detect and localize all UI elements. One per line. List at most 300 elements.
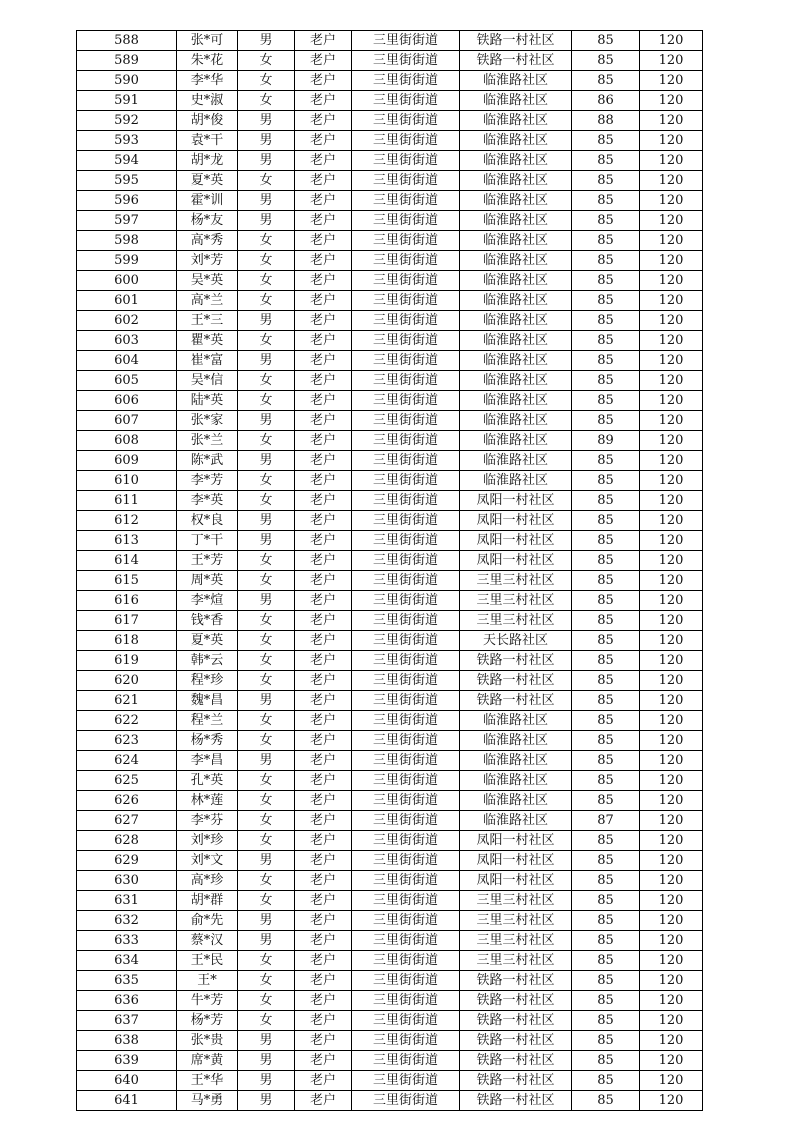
household-type-cell: 老户: [295, 631, 352, 651]
household-type-cell: 老户: [295, 371, 352, 391]
amount-cell: 120: [640, 991, 703, 1011]
gender-cell: 女: [238, 271, 295, 291]
amount-cell: 120: [640, 571, 703, 591]
street-cell: 三里街街道: [352, 851, 460, 871]
street-cell: 三里街街道: [352, 131, 460, 151]
serial-number-cell: 638: [77, 1031, 177, 1051]
household-type-cell: 老户: [295, 851, 352, 871]
street-cell: 三里街街道: [352, 1071, 460, 1091]
household-type-cell: 老户: [295, 391, 352, 411]
community-cell: 临淮路社区: [460, 171, 572, 191]
gender-cell: 男: [238, 311, 295, 331]
table-row: [77, 1011, 703, 1031]
amount-cell: 120: [640, 31, 703, 51]
name-cell: 高*兰: [177, 291, 238, 311]
gender-cell: 女: [238, 431, 295, 451]
age-cell: 85: [572, 551, 640, 571]
household-type-cell: 老户: [295, 51, 352, 71]
community-cell: 凤阳一村社区: [460, 491, 572, 511]
serial-number-cell: 601: [77, 291, 177, 311]
street-cell: 三里街街道: [352, 591, 460, 611]
table-row: [77, 891, 703, 911]
name-cell: 权*良: [177, 511, 238, 531]
community-cell: 三里三村社区: [460, 951, 572, 971]
gender-cell: 女: [238, 371, 295, 391]
name-cell: 霍*训: [177, 191, 238, 211]
amount-cell: 120: [640, 411, 703, 431]
age-cell: 85: [572, 991, 640, 1011]
table-row: [77, 711, 703, 731]
table-row: [77, 931, 703, 951]
serial-number-cell: 611: [77, 491, 177, 511]
amount-cell: 120: [640, 871, 703, 891]
household-type-cell: 老户: [295, 411, 352, 431]
community-cell: 凤阳一村社区: [460, 531, 572, 551]
gender-cell: 男: [238, 1071, 295, 1091]
street-cell: 三里街街道: [352, 1031, 460, 1051]
amount-cell: 120: [640, 971, 703, 991]
gender-cell: 女: [238, 91, 295, 111]
street-cell: 三里街街道: [352, 211, 460, 231]
table-row: [77, 71, 703, 91]
serial-number-cell: 604: [77, 351, 177, 371]
name-cell: 刘*珍: [177, 831, 238, 851]
serial-number-cell: 605: [77, 371, 177, 391]
amount-cell: 120: [640, 691, 703, 711]
community-cell: 临淮路社区: [460, 371, 572, 391]
table-row: [77, 671, 703, 691]
gender-cell: 女: [238, 1011, 295, 1031]
street-cell: 三里街街道: [352, 451, 460, 471]
name-cell: 袁*干: [177, 131, 238, 151]
table-row: [77, 611, 703, 631]
serial-number-cell: 620: [77, 671, 177, 691]
gender-cell: 女: [238, 71, 295, 91]
table-row: [77, 831, 703, 851]
table-row: [77, 1051, 703, 1071]
street-cell: 三里街街道: [352, 751, 460, 771]
name-cell: 王*民: [177, 951, 238, 971]
serial-number-cell: 619: [77, 651, 177, 671]
serial-number-cell: 608: [77, 431, 177, 451]
serial-number-cell: 599: [77, 251, 177, 271]
age-cell: 86: [572, 91, 640, 111]
age-cell: 85: [572, 131, 640, 151]
age-cell: 85: [572, 471, 640, 491]
age-cell: 89: [572, 431, 640, 451]
street-cell: 三里街街道: [352, 971, 460, 991]
serial-number-cell: 623: [77, 731, 177, 751]
community-cell: 临淮路社区: [460, 811, 572, 831]
table-row: [77, 351, 703, 371]
amount-cell: 120: [640, 711, 703, 731]
household-type-cell: 老户: [295, 491, 352, 511]
household-type-cell: 老户: [295, 451, 352, 471]
serial-number-cell: 634: [77, 951, 177, 971]
table-row: [77, 211, 703, 231]
household-type-cell: 老户: [295, 591, 352, 611]
table-row: [77, 591, 703, 611]
amount-cell: 120: [640, 771, 703, 791]
name-cell: 刘*文: [177, 851, 238, 871]
amount-cell: 120: [640, 811, 703, 831]
street-cell: 三里街街道: [352, 891, 460, 911]
table-row: [77, 91, 703, 111]
amount-cell: 120: [640, 671, 703, 691]
table-row: [77, 171, 703, 191]
gender-cell: 女: [238, 291, 295, 311]
household-type-cell: 老户: [295, 551, 352, 571]
table-row: [77, 131, 703, 151]
gender-cell: 女: [238, 391, 295, 411]
amount-cell: 120: [640, 851, 703, 871]
household-type-cell: 老户: [295, 711, 352, 731]
household-type-cell: 老户: [295, 1071, 352, 1091]
street-cell: 三里街街道: [352, 611, 460, 631]
community-cell: 三里三村社区: [460, 571, 572, 591]
gender-cell: 女: [238, 791, 295, 811]
name-cell: 李*煊: [177, 591, 238, 611]
age-cell: 85: [572, 691, 640, 711]
serial-number-cell: 592: [77, 111, 177, 131]
amount-cell: 120: [640, 51, 703, 71]
amount-cell: 120: [640, 631, 703, 651]
gender-cell: 女: [238, 871, 295, 891]
table-row: [77, 1091, 703, 1111]
community-cell: 铁路一村社区: [460, 1071, 572, 1091]
street-cell: 三里街街道: [352, 151, 460, 171]
household-type-cell: 老户: [295, 651, 352, 671]
street-cell: 三里街街道: [352, 171, 460, 191]
serial-number-cell: 614: [77, 551, 177, 571]
community-cell: 临淮路社区: [460, 771, 572, 791]
community-cell: 凤阳一村社区: [460, 831, 572, 851]
gender-cell: 女: [238, 991, 295, 1011]
serial-number-cell: 588: [77, 31, 177, 51]
age-cell: 85: [572, 851, 640, 871]
household-type-cell: 老户: [295, 691, 352, 711]
name-cell: 蔡*汉: [177, 931, 238, 951]
community-cell: 临淮路社区: [460, 291, 572, 311]
amount-cell: 120: [640, 251, 703, 271]
amount-cell: 120: [640, 291, 703, 311]
serial-number-cell: 594: [77, 151, 177, 171]
household-type-cell: 老户: [295, 251, 352, 271]
serial-number-cell: 626: [77, 791, 177, 811]
street-cell: 三里街街道: [352, 491, 460, 511]
community-cell: 临淮路社区: [460, 271, 572, 291]
community-cell: 铁路一村社区: [460, 671, 572, 691]
street-cell: 三里街街道: [352, 311, 460, 331]
household-type-cell: 老户: [295, 1091, 352, 1111]
household-type-cell: 老户: [295, 311, 352, 331]
community-cell: 铁路一村社区: [460, 1051, 572, 1071]
name-cell: 吴*英: [177, 271, 238, 291]
community-cell: 临淮路社区: [460, 71, 572, 91]
household-type-cell: 老户: [295, 731, 352, 751]
gender-cell: 女: [238, 711, 295, 731]
age-cell: 85: [572, 171, 640, 191]
gender-cell: 女: [238, 231, 295, 251]
age-cell: 85: [572, 771, 640, 791]
serial-number-cell: 607: [77, 411, 177, 431]
age-cell: 85: [572, 331, 640, 351]
amount-cell: 120: [640, 351, 703, 371]
age-cell: 85: [572, 731, 640, 751]
table-row: [77, 531, 703, 551]
amount-cell: 120: [640, 151, 703, 171]
household-type-cell: 老户: [295, 871, 352, 891]
street-cell: 三里街街道: [352, 291, 460, 311]
household-type-cell: 老户: [295, 431, 352, 451]
street-cell: 三里街街道: [352, 411, 460, 431]
name-cell: 刘*芳: [177, 251, 238, 271]
age-cell: 85: [572, 151, 640, 171]
name-cell: 李*芬: [177, 811, 238, 831]
name-cell: 杨*秀: [177, 731, 238, 751]
household-type-cell: 老户: [295, 931, 352, 951]
table-row: [77, 811, 703, 831]
amount-cell: 120: [640, 1051, 703, 1071]
roster-table: [76, 30, 703, 1111]
street-cell: 三里街街道: [352, 811, 460, 831]
gender-cell: 男: [238, 851, 295, 871]
street-cell: 三里街街道: [352, 691, 460, 711]
household-type-cell: 老户: [295, 531, 352, 551]
gender-cell: 女: [238, 551, 295, 571]
community-cell: 临淮路社区: [460, 191, 572, 211]
gender-cell: 男: [238, 351, 295, 371]
household-type-cell: 老户: [295, 671, 352, 691]
street-cell: 三里街街道: [352, 331, 460, 351]
amount-cell: 120: [640, 511, 703, 531]
amount-cell: 120: [640, 611, 703, 631]
table-row: [77, 691, 703, 711]
gender-cell: 男: [238, 531, 295, 551]
street-cell: 三里街街道: [352, 1011, 460, 1031]
amount-cell: 120: [640, 131, 703, 151]
street-cell: 三里街街道: [352, 1051, 460, 1071]
household-type-cell: 老户: [295, 471, 352, 491]
serial-number-cell: 627: [77, 811, 177, 831]
household-type-cell: 老户: [295, 791, 352, 811]
serial-number-cell: 615: [77, 571, 177, 591]
name-cell: 高*珍: [177, 871, 238, 891]
serial-number-cell: 641: [77, 1091, 177, 1111]
serial-number-cell: 596: [77, 191, 177, 211]
age-cell: 85: [572, 351, 640, 371]
gender-cell: 女: [238, 891, 295, 911]
serial-number-cell: 589: [77, 51, 177, 71]
name-cell: 王*三: [177, 311, 238, 331]
table-row: [77, 111, 703, 131]
name-cell: 马*勇: [177, 1091, 238, 1111]
name-cell: 瞿*英: [177, 331, 238, 351]
serial-number-cell: 628: [77, 831, 177, 851]
amount-cell: 120: [640, 891, 703, 911]
age-cell: 85: [572, 911, 640, 931]
amount-cell: 120: [640, 951, 703, 971]
street-cell: 三里街街道: [352, 191, 460, 211]
community-cell: 铁路一村社区: [460, 651, 572, 671]
amount-cell: 120: [640, 231, 703, 251]
community-cell: 三里三村社区: [460, 911, 572, 931]
gender-cell: 男: [238, 931, 295, 951]
gender-cell: 男: [238, 1091, 295, 1111]
street-cell: 三里街街道: [352, 991, 460, 1011]
table-row: [77, 191, 703, 211]
street-cell: 三里街街道: [352, 1091, 460, 1111]
community-cell: 临淮路社区: [460, 451, 572, 471]
age-cell: 85: [572, 611, 640, 631]
community-cell: 临淮路社区: [460, 231, 572, 251]
gender-cell: 男: [238, 451, 295, 471]
community-cell: 临淮路社区: [460, 731, 572, 751]
street-cell: 三里街街道: [352, 911, 460, 931]
gender-cell: 女: [238, 811, 295, 831]
household-type-cell: 老户: [295, 911, 352, 931]
table-row: [77, 411, 703, 431]
gender-cell: 女: [238, 611, 295, 631]
street-cell: 三里街街道: [352, 511, 460, 531]
age-cell: 85: [572, 651, 640, 671]
name-cell: 杨*友: [177, 211, 238, 231]
amount-cell: 120: [640, 1091, 703, 1111]
household-type-cell: 老户: [295, 271, 352, 291]
community-cell: 三里三村社区: [460, 611, 572, 631]
age-cell: 85: [572, 1091, 640, 1111]
name-cell: 丁*干: [177, 531, 238, 551]
serial-number-cell: 591: [77, 91, 177, 111]
name-cell: 孔*英: [177, 771, 238, 791]
community-cell: 铁路一村社区: [460, 991, 572, 1011]
table-row: [77, 491, 703, 511]
gender-cell: 男: [238, 111, 295, 131]
table-row: [77, 251, 703, 271]
gender-cell: 女: [238, 651, 295, 671]
name-cell: 李*英: [177, 491, 238, 511]
street-cell: 三里街街道: [352, 671, 460, 691]
street-cell: 三里街街道: [352, 251, 460, 271]
amount-cell: 120: [640, 431, 703, 451]
gender-cell: 男: [238, 1031, 295, 1051]
gender-cell: 男: [238, 31, 295, 51]
name-cell: 王*华: [177, 1071, 238, 1091]
amount-cell: 120: [640, 491, 703, 511]
serial-number-cell: 618: [77, 631, 177, 651]
serial-number-cell: 590: [77, 71, 177, 91]
community-cell: 天长路社区: [460, 631, 572, 651]
table-row: [77, 1071, 703, 1091]
name-cell: 林*莲: [177, 791, 238, 811]
name-cell: 韩*云: [177, 651, 238, 671]
street-cell: 三里街街道: [352, 871, 460, 891]
age-cell: 85: [572, 291, 640, 311]
table-row: [77, 431, 703, 451]
age-cell: 85: [572, 1071, 640, 1091]
name-cell: 张*兰: [177, 431, 238, 451]
street-cell: 三里街街道: [352, 791, 460, 811]
amount-cell: 120: [640, 91, 703, 111]
street-cell: 三里街街道: [352, 551, 460, 571]
serial-number-cell: 606: [77, 391, 177, 411]
community-cell: 临淮路社区: [460, 131, 572, 151]
table-row: [77, 331, 703, 351]
name-cell: 张*可: [177, 31, 238, 51]
household-type-cell: 老户: [295, 511, 352, 531]
street-cell: 三里街街道: [352, 651, 460, 671]
amount-cell: 120: [640, 531, 703, 551]
serial-number-cell: 600: [77, 271, 177, 291]
household-type-cell: 老户: [295, 31, 352, 51]
community-cell: 铁路一村社区: [460, 971, 572, 991]
gender-cell: 女: [238, 51, 295, 71]
household-type-cell: 老户: [295, 991, 352, 1011]
community-cell: 临淮路社区: [460, 91, 572, 111]
serial-number-cell: 629: [77, 851, 177, 871]
table-row: [77, 731, 703, 751]
community-cell: 临淮路社区: [460, 111, 572, 131]
household-type-cell: 老户: [295, 351, 352, 371]
gender-cell: 男: [238, 1051, 295, 1071]
table-row: [77, 291, 703, 311]
amount-cell: 120: [640, 931, 703, 951]
street-cell: 三里街街道: [352, 771, 460, 791]
amount-cell: 120: [640, 391, 703, 411]
serial-number-cell: 624: [77, 751, 177, 771]
serial-number-cell: 597: [77, 211, 177, 231]
serial-number-cell: 633: [77, 931, 177, 951]
age-cell: 85: [572, 791, 640, 811]
name-cell: 胡*群: [177, 891, 238, 911]
amount-cell: 120: [640, 71, 703, 91]
serial-number-cell: 621: [77, 691, 177, 711]
age-cell: 85: [572, 71, 640, 91]
community-cell: 铁路一村社区: [460, 31, 572, 51]
name-cell: 魏*昌: [177, 691, 238, 711]
table-row: [77, 1031, 703, 1051]
gender-cell: 男: [238, 211, 295, 231]
household-type-cell: 老户: [295, 171, 352, 191]
household-type-cell: 老户: [295, 211, 352, 231]
table-row: [77, 751, 703, 771]
age-cell: 85: [572, 631, 640, 651]
table-row: [77, 371, 703, 391]
serial-number-cell: 625: [77, 771, 177, 791]
street-cell: 三里街街道: [352, 831, 460, 851]
serial-number-cell: 609: [77, 451, 177, 471]
serial-number-cell: 613: [77, 531, 177, 551]
community-cell: 凤阳一村社区: [460, 511, 572, 531]
community-cell: 临淮路社区: [460, 311, 572, 331]
serial-number-cell: 602: [77, 311, 177, 331]
age-cell: 85: [572, 951, 640, 971]
amount-cell: 120: [640, 451, 703, 471]
name-cell: 胡*龙: [177, 151, 238, 171]
name-cell: 夏*英: [177, 631, 238, 651]
amount-cell: 120: [640, 371, 703, 391]
amount-cell: 120: [640, 831, 703, 851]
community-cell: 三里三村社区: [460, 591, 572, 611]
age-cell: 85: [572, 891, 640, 911]
household-type-cell: 老户: [295, 91, 352, 111]
household-type-cell: 老户: [295, 231, 352, 251]
age-cell: 85: [572, 591, 640, 611]
gender-cell: 女: [238, 671, 295, 691]
amount-cell: 120: [640, 651, 703, 671]
age-cell: 85: [572, 491, 640, 511]
amount-cell: 120: [640, 271, 703, 291]
